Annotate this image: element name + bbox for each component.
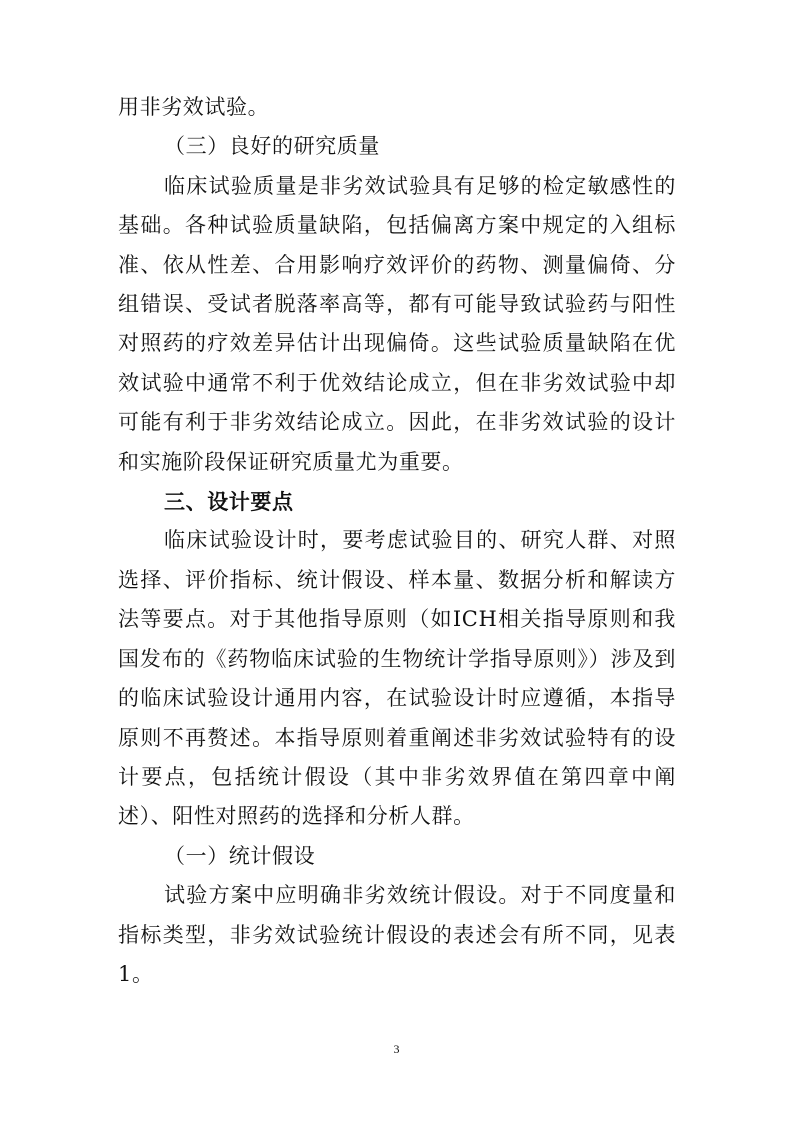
paragraph-quality: 临床试验质量是非劣效试验具有足够的检定敏感性的基础。各种试验质量缺陷，包括偏离方案中规定的入组标准、依从性差、合用影响疗效评价的药物、测量偏倚、分组错误、受试者脱落率高等，都有可能导致试验药与阳性对照药的疗效差异估计出现偏倚。这些试验质量缺陷在优效试验中通常不利于优效结论成立，但在非劣效试验中却可能有利于非劣效结论成立。因此，在非劣效试验的设计和实施阶段保证研究质量尤为重要。	[118, 173, 676, 474]
subheading-research-quality: （三）良好的研究质量	[164, 134, 380, 159]
section-heading-design-points: 三、设计要点	[164, 489, 294, 515]
page-body	[118, 88, 676, 994]
paragraph-design: 临床试验设计时，要考虑试验目的、研究人群、对照选择、评价指标、统计假设、样本量、数据分析和解读方法等要点。对于其他指导原则（如ICH相关指导原则和我国发布的《药物临床试验的生物统计学指导原则》）涉及到的临床试验设计通用内容，在试验设计时应遵循，本指导原则不再赘述。本指导原则着重阐述非劣效试验特有的设计要点，包括统计假设（其中非劣效界值在第四章中阐述）、阳性对照药的选择和分析人群。	[118, 528, 676, 829]
subheading-statistical-hypothesis: （一）统计假设	[164, 843, 316, 868]
paragraph-hypothesis: 试验方案中应明确非劣效统计假设。对于不同度量和指标类型，非劣效试验统计假设的表述会有所不同，见表 1。	[118, 883, 676, 986]
page-number: 3	[393, 1042, 400, 1056]
paragraph-continuation: 用非劣效试验。	[118, 95, 270, 119]
